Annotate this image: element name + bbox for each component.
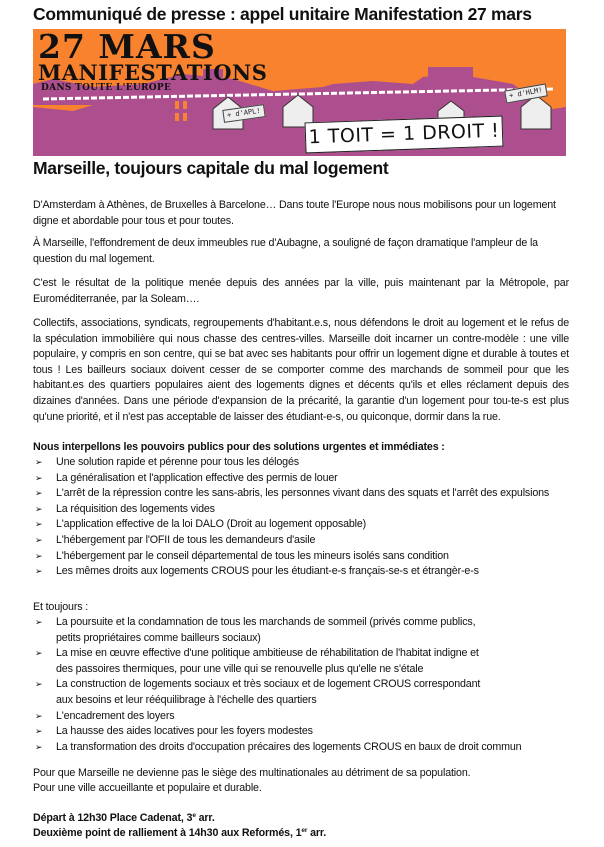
list-item [33, 455, 573, 471]
ordinal-sup: er [301, 827, 308, 834]
list-item-text: L'arrêt de la répression contre les sans-abris, les personnes vivant dans des squats et l'arrêt des expulsions [56, 487, 550, 500]
list-item-text: Une solution rapide et pérenne pour tous les délogés [56, 456, 299, 468]
arrow-bullet-icon: ➢ [35, 710, 43, 721]
banner-subheading: DANS TOUTE L'EUROPE [41, 83, 172, 93]
list-item-text: La transformation des droits d'occupation précaires des logements CROUS en baux de droit commun [56, 740, 522, 753]
meeting-rally-end: arr. [307, 827, 327, 839]
banner-flag-hlm: + d'HLM! [504, 83, 547, 103]
list-item [33, 564, 573, 580]
meeting-departure [33, 811, 569, 827]
list-item-text: L'encadrement des loyers [56, 709, 175, 722]
list-item-text: L'hébergement par le conseil départemental de tous les mineurs isolés sans condition [56, 549, 449, 562]
paragraph: Collectifs, associations, syndicats, regroupements d'habitant.e.s, nous défendons le droit au logement et le refus de la spéculation immobilière qui nous chasse des centres-villes. Marseille doit incarner un contre-modèle : une ville populaire, y compris en son centre, qui se bat avec ses habitants pour offrir un logement digne et durable à toutes et tous ! Les bailleurs sociaux doivent cesser de se comporter comme des marchands de sommeil pour que les habitant.es des quartiers populaires aient des logements dignes et décents qu'ils et elles réclament depuis des dizaines d'années. Dans une période d'expansion de la précarité, la garantie d'un logement pour tou-te-s est plus qu'une priorité, et il n'est pas acceptable de laisser des étudiant-e-s, ou quiconque, dormir dans la rue. [33, 317, 569, 423]
list-item [33, 740, 573, 756]
banner-slogan: 1 TOIT = 1 DROIT ! [305, 116, 504, 154]
list-item [33, 677, 573, 708]
always-heading: Et toujours : [33, 601, 89, 613]
meeting-departure-text: Départ à 12h30 Place Cadenat, 3 [33, 812, 193, 824]
arrow-bullet-icon: ➢ [35, 534, 43, 545]
arrow-bullet-icon: ➢ [35, 472, 43, 483]
list-item [33, 615, 573, 646]
list-item-text: La construction de logements sociaux et très sociaux et de logement CROUS correspondant [56, 678, 481, 691]
list-item-text: L'hébergement par l'OFII de tous les demandeurs d'asile [56, 533, 316, 546]
list-item-text: La poursuite et la condamnation de tous les marchands de sommeil (privés comme publics, [56, 616, 476, 628]
banner-image [33, 29, 566, 156]
banner-flag-apl: + d'APL! [222, 104, 265, 123]
list-item [33, 724, 573, 740]
always-list [33, 615, 573, 755]
arrow-bullet-icon: ➢ [35, 488, 43, 499]
paragraph: À Marseille, l'effondrement de deux immeubles rue d'Aubagne, a souligné de façon dramatique l'ampleur de la question du mal logement. [33, 237, 538, 265]
demands-list [33, 455, 573, 580]
arrow-bullet-icon: ➢ [35, 617, 43, 627]
list-item [33, 646, 573, 677]
ordinal-sup: e [192, 812, 196, 819]
meeting-rally-text: Deuxième point de ralliement à 14h30 aux Reformés, 1 [33, 827, 302, 839]
list-item [33, 517, 573, 533]
arrow-bullet-icon: ➢ [35, 519, 43, 530]
document-title: Communiqué de presse : appel unitaire Manifestation 27 mars [33, 4, 532, 24]
list-item [33, 549, 573, 565]
arrow-bullet-icon: ➢ [35, 741, 43, 752]
list-item [33, 533, 573, 549]
arrow-bullet-icon: ➢ [35, 457, 43, 467]
list-item-text: La mise en œuvre effective d'une politique ambitieuse de réhabilitation de l'habitat indigne et [56, 647, 479, 660]
list-item [33, 471, 573, 487]
closing-line: Pour une ville accueillante et populaire et durable. [33, 782, 262, 794]
list-item-text: L'application effective de la loi DALO (Droit au logement opposable) [56, 518, 367, 531]
arrow-bullet-icon: ➢ [35, 566, 43, 577]
list-item [33, 709, 573, 725]
list-item-text: Les mêmes droits aux logements CROUS pour les étudiant-e-s français-se-s et étrangèr-e-s [56, 565, 479, 578]
list-item-text: aux besoins et leur rééquilibrage à l'échelle des quartiers [56, 693, 317, 706]
section-title: Marseille, toujours capitale du mal logement [33, 158, 389, 178]
paragraph: D'Amsterdam à Athènes, de Bruxelles à Barcelone… Dans toute l'Europe nous nous mobilisons pour un logement digne et abordable pour tous et pour toutes. [33, 199, 556, 227]
arrow-bullet-icon: ➢ [35, 648, 43, 659]
list-item [33, 486, 573, 502]
list-item [33, 502, 573, 518]
list-item-text: petits propriétaires comme bailleurs sociaux) [56, 631, 261, 644]
meeting-departure-end: arr. [195, 812, 215, 824]
list-item-text: La hausse des aides locatives pour les foyers modestes [56, 725, 313, 738]
list-item-text: des passoires thermiques, pour une ville qui se renouvelle plus qu'elle ne s'étale [56, 662, 424, 675]
arrow-bullet-icon: ➢ [35, 679, 43, 690]
arrow-bullet-icon: ➢ [35, 550, 43, 561]
banner-heading: MANIFESTATIONS [38, 60, 268, 85]
list-item-text: La généralisation et l'application effective des permis de louer [56, 471, 338, 484]
banner-date: 27 MARS [38, 29, 216, 66]
list-item-text: La réquisition des logements vides [56, 502, 215, 515]
arrow-bullet-icon: ➢ [35, 503, 43, 514]
arrow-bullet-icon: ➢ [35, 726, 43, 737]
meeting-rally [33, 826, 569, 842]
demands-heading: Nous interpellons les pouvoirs publics pour des solutions urgentes et immédiates : [33, 441, 445, 453]
paragraph: C'est le résultat de la politique menée depuis des années par la ville, puis maintenant par la Métropole, par Euroméditerranée, par la Soleam…. [33, 277, 569, 305]
closing-line: Pour que Marseille ne devienne pas le siège des multinationales au détriment de sa population. [33, 767, 471, 779]
